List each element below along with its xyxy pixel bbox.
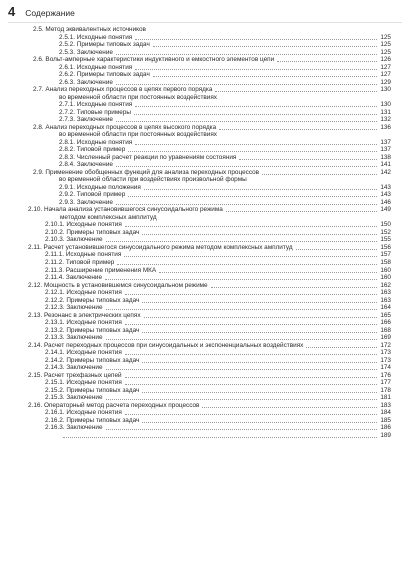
- toc-entry-title: 2.15.3. Заключение: [45, 394, 103, 402]
- toc-entry-title: 2.5.1. Исходные понятия: [59, 33, 133, 41]
- toc-entry: [0, 101, 410, 109]
- toc-entry-title: 2.5.2. Примеры типовых задач: [59, 41, 150, 49]
- toc-page-number: 150: [380, 221, 391, 229]
- toc-entry: [0, 161, 410, 169]
- toc-leader-dots: [296, 249, 377, 250]
- toc-page-number: 172: [380, 341, 391, 349]
- toc-leader-dots: [63, 437, 377, 438]
- toc-entry-title: 2.14.3. Заключение: [45, 364, 103, 372]
- toc-page-number: 158: [380, 258, 391, 266]
- toc-page-number: 169: [380, 334, 391, 342]
- toc-page-number: 185: [380, 416, 391, 424]
- toc-entry: [0, 146, 410, 154]
- toc-entry: [0, 154, 410, 162]
- toc-entry: [0, 289, 410, 297]
- toc-entry-title: 2.5. Метод эквивалентных источников: [33, 26, 146, 33]
- toc-entry: [0, 394, 410, 402]
- toc-page-number: 137: [380, 146, 391, 154]
- toc-leader-dots: [153, 76, 377, 77]
- toc-entry: [0, 259, 410, 267]
- toc-leader-dots: [116, 204, 377, 205]
- toc-leader-dots: [239, 159, 377, 160]
- toc-page-number: 165: [380, 311, 391, 319]
- toc-leader-dots: [144, 189, 377, 190]
- toc-entry: [0, 267, 410, 275]
- table-of-contents: [0, 26, 410, 439]
- toc-page-number: 136: [380, 123, 391, 131]
- toc-entry-title: 2.10.1. Исходные понятия: [45, 221, 122, 229]
- toc-entry-title: 2.12.3. Заключение: [45, 304, 103, 312]
- toc-entry-title: 2.16.3. Заключение: [45, 424, 103, 432]
- toc-entry-title: 2.6.3. Заключение: [59, 78, 113, 86]
- toc-leader-dots: [125, 226, 377, 227]
- toc-entry-title: 2.13.1. Исходные понятия: [45, 319, 122, 327]
- toc-page-number: 164: [380, 304, 391, 312]
- toc-leader-dots: [106, 309, 377, 310]
- toc-entry-title: 2.14. Расчет переходных процессов при синусоидальных и экспоненциальных воздействиях: [28, 341, 304, 349]
- toc-leader-dots: [144, 317, 377, 318]
- toc-entry: [0, 116, 410, 124]
- toc-entry-title: 2.10.2. Примеры типовых задач: [45, 228, 140, 236]
- toc-page-number: 155: [380, 236, 391, 244]
- page-header: [8, 4, 75, 20]
- toc-page-number: 125: [380, 33, 391, 41]
- toc-page-number: 163: [380, 296, 391, 304]
- toc-leader-dots: [128, 151, 377, 152]
- toc-page-number: 181: [380, 394, 391, 402]
- toc-entry: [0, 402, 410, 410]
- toc-entry: [0, 236, 410, 244]
- toc-leader-dots: [211, 287, 377, 288]
- toc-leader-dots: [116, 166, 377, 167]
- toc-entry-title: 2.9.2. Типовой пример: [59, 191, 126, 199]
- toc-entry: [0, 206, 410, 214]
- toc-entry-title: 2.15.1. Исходные понятия: [45, 379, 122, 387]
- toc-entry: [0, 56, 410, 64]
- toc-entry-title: 2.11.2. Типовой пример: [45, 258, 115, 266]
- toc-page-number: 129: [380, 78, 391, 86]
- toc-entry: [0, 432, 410, 440]
- toc-page-number: 184: [380, 409, 391, 417]
- toc-page-number: 130: [380, 101, 391, 109]
- toc-leader-dots: [106, 399, 377, 400]
- toc-entry-title: 2.13. Резонанс в электрических цепях: [28, 311, 141, 319]
- toc-entry-title: 2.6. Вольт-амперные характеристики индуктивного и емкостного элементов цепи: [33, 56, 275, 64]
- toc-page-number: 157: [380, 251, 391, 259]
- toc-entry-title: 2.7.1. Исходные понятия: [59, 101, 133, 109]
- toc-entry: [0, 64, 410, 72]
- toc-page-number: 189: [380, 431, 391, 439]
- toc-entry: [0, 199, 410, 207]
- toc-leader-dots: [125, 384, 377, 385]
- toc-leader-dots: [105, 279, 377, 280]
- toc-entry: [0, 26, 410, 34]
- toc-page-number: 176: [380, 371, 391, 379]
- toc-leader-dots: [116, 84, 377, 85]
- toc-page-number: 160: [380, 274, 391, 282]
- toc-page-number: 126: [380, 56, 391, 64]
- toc-entry: [0, 334, 410, 342]
- toc-leader-dots: [106, 429, 377, 430]
- toc-page-number: 168: [380, 326, 391, 334]
- toc-page-number: 174: [380, 364, 391, 372]
- toc-entry-title: 2.8. Анализ переходных процессов в цепях высокого порядка: [33, 123, 217, 131]
- toc-entry: [0, 229, 410, 237]
- header-rule: [8, 22, 402, 23]
- toc-leader-dots: [142, 302, 377, 303]
- toc-entry-title: 2.10.3. Заключение: [45, 236, 103, 244]
- toc-entry-title: 2.11.1. Исходные понятия: [45, 251, 122, 259]
- toc-page-number: 177: [380, 379, 391, 387]
- toc-entry-title: 2.8.1. Исходные понятия: [59, 138, 133, 146]
- toc-page-number: 127: [380, 63, 391, 71]
- toc-leader-dots: [262, 174, 377, 175]
- toc-page-number: 186: [380, 424, 391, 432]
- toc-entry-title: 2.9.1. Исходные положения: [59, 183, 141, 191]
- toc-page-number: 127: [380, 71, 391, 79]
- toc-entry: [0, 176, 410, 184]
- toc-entry-title: 2.8.2. Типовой пример: [59, 146, 126, 154]
- toc-entry-title: 2.13.3. Заключение: [45, 334, 103, 342]
- toc-entry-title: во временной области при постоянных воздействиях: [59, 93, 217, 101]
- toc-entry: [0, 251, 410, 259]
- toc-entry-title: 2.7. Анализ переходных процессов в цепях первого порядка: [33, 86, 213, 94]
- toc-entry-title: 2.7.3. Заключение: [59, 116, 113, 124]
- toc-leader-dots: [134, 114, 377, 115]
- toc-leader-dots: [125, 377, 377, 378]
- toc-leader-dots: [135, 144, 377, 145]
- toc-leader-dots: [277, 61, 377, 62]
- toc-leader-dots: [226, 211, 377, 212]
- toc-leader-dots: [153, 46, 377, 47]
- toc-entry: [0, 71, 410, 79]
- toc-entry-title: 2.6.2. Примеры типовых задач: [59, 71, 150, 79]
- toc-entry-title: 2.16. Операторный метод расчета переходных процессов: [28, 401, 200, 409]
- toc-leader-dots: [142, 234, 377, 235]
- toc-page-number: 146: [380, 198, 391, 206]
- toc-page-number: 160: [380, 266, 391, 274]
- toc-page-number: 137: [380, 138, 391, 146]
- toc-entry: [0, 86, 410, 94]
- toc-leader-dots: [202, 407, 377, 408]
- toc-leader-dots: [128, 196, 377, 197]
- toc-entry-title: 2.15. Расчет трехфазных цепей: [28, 371, 122, 379]
- toc-page-number: 163: [380, 289, 391, 297]
- toc-page-number: 166: [380, 319, 391, 327]
- toc-leader-dots: [219, 129, 377, 130]
- toc-leader-dots: [142, 392, 377, 393]
- toc-entry-title: методом комплексных амплитуд: [60, 213, 157, 221]
- toc-leader-dots: [135, 69, 377, 70]
- toc-entry-title: 2.14.1. Исходные понятия: [45, 349, 122, 357]
- toc-entry-title: 2.12.2. Примеры типовых задач: [45, 296, 140, 304]
- toc-leader-dots: [125, 354, 377, 355]
- toc-page-number: 141: [380, 161, 391, 169]
- toc-entry-title: во временной области при воздействиях произвольной формы: [59, 176, 247, 184]
- toc-entry: [0, 349, 410, 357]
- toc-entry: [0, 109, 410, 117]
- toc-page-number: 131: [380, 108, 391, 116]
- toc-entry: [0, 372, 410, 380]
- toc-entry: [0, 312, 410, 320]
- toc-entry: [0, 244, 410, 252]
- toc-entry-title: 2.11.4. Заключение: [45, 274, 103, 282]
- toc-entry: [0, 304, 410, 312]
- toc-entry-title: 2.14.2. Примеры типовых задач: [45, 356, 140, 364]
- toc-leader-dots: [116, 54, 377, 55]
- toc-page-number: 156: [380, 243, 391, 251]
- toc-entry: [0, 49, 410, 57]
- toc-page-number: 149: [380, 206, 391, 214]
- toc-page-number: 142: [380, 168, 391, 176]
- toc-entry-title: 2.16.1. Исходные понятия: [45, 409, 122, 417]
- toc-entry: [0, 221, 410, 229]
- toc-page-number: 143: [380, 183, 391, 191]
- toc-entry: [0, 357, 410, 365]
- toc-entry: [0, 417, 410, 425]
- toc-entry-title: 2.12. Мощность в установившемся синусоидальном режиме: [28, 281, 208, 289]
- page-number: 4: [8, 4, 16, 19]
- toc-entry-title: 2.5.3. Заключение: [59, 48, 113, 56]
- toc-leader-dots: [159, 272, 377, 273]
- toc-entry-title: 2.8.3. Численный расчет реакции по уравнениям состояния: [59, 153, 237, 161]
- toc-page-number: 152: [380, 228, 391, 236]
- toc-entry: [0, 379, 410, 387]
- toc-entry: [0, 79, 410, 87]
- toc-leader-dots: [306, 347, 377, 348]
- toc-page-number: 125: [380, 41, 391, 49]
- toc-entry: [0, 282, 410, 290]
- toc-leader-dots: [106, 339, 377, 340]
- toc-leader-dots: [215, 91, 377, 92]
- toc-entry-title: 2.15.2. Примеры типовых задач: [45, 386, 140, 394]
- toc-leader-dots: [125, 294, 377, 295]
- toc-entry-title: 2.10. Начала анализа установившегося синусоидального режима: [28, 206, 223, 214]
- toc-entry: [0, 364, 410, 372]
- toc-entry: [0, 34, 410, 42]
- toc-entry-title: 2.11.3. Расширение применения МКА: [45, 266, 157, 274]
- toc-entry-title: 2.9. Применение обобщенных функций для анализа переходных процессов: [33, 168, 260, 176]
- toc-entry: [0, 297, 410, 305]
- toc-leader-dots: [106, 241, 377, 242]
- toc-entry-title: 2.12.1. Исходные понятия: [45, 289, 122, 297]
- toc-entry-title: 2.6.1. Исходные понятия: [59, 63, 133, 71]
- toc-page-number: 130: [380, 86, 391, 94]
- toc-leader-dots: [125, 414, 377, 415]
- toc-page-number: 138: [380, 153, 391, 161]
- toc-entry: [0, 191, 410, 199]
- toc-entry-title: во временной области при постоянных воздействиях: [59, 131, 217, 139]
- toc-page-number: 162: [380, 281, 391, 289]
- toc-entry: [0, 409, 410, 417]
- toc-entry: [0, 94, 410, 102]
- toc-entry: [0, 327, 410, 335]
- toc-page-number: 173: [380, 356, 391, 364]
- toc-leader-dots: [135, 106, 377, 107]
- toc-leader-dots: [116, 121, 377, 122]
- toc-leader-dots: [124, 256, 377, 257]
- toc-entry: [0, 387, 410, 395]
- toc-page-number: 173: [380, 349, 391, 357]
- toc-leader-dots: [142, 332, 377, 333]
- toc-entry: [0, 131, 410, 139]
- toc-page-number: 143: [380, 191, 391, 199]
- page-title: Содержание: [25, 8, 75, 18]
- toc-entry: [0, 274, 410, 282]
- toc-page-number: 178: [380, 386, 391, 394]
- toc-entry-title: 2.7.2. Типовые примеры: [59, 108, 131, 116]
- toc-entry-title: 2.8.4. Заключение: [59, 161, 113, 169]
- toc-leader-dots: [142, 362, 377, 363]
- toc-entry: [0, 342, 410, 350]
- toc-entry: [0, 424, 410, 432]
- toc-entry-title: 2.16.2. Примеры типовых задач: [45, 416, 140, 424]
- toc-entry: [0, 214, 410, 222]
- toc-leader-dots: [142, 422, 377, 423]
- toc-entry: [0, 41, 410, 49]
- toc-leader-dots: [125, 324, 377, 325]
- toc-page-number: 132: [380, 116, 391, 124]
- toc-entry-title: 2.11. Расчет установившегося синусоидального режима методом комплексных амплитуд: [28, 243, 293, 251]
- toc-entry: [0, 319, 410, 327]
- toc-page-number: 125: [380, 48, 391, 56]
- toc-leader-dots: [135, 39, 377, 40]
- toc-leader-dots: [117, 264, 377, 265]
- toc-page-number: 183: [380, 401, 391, 409]
- toc-entry-title: 2.13.2. Примеры типовых задач: [45, 326, 140, 334]
- toc-entry-title: 2.9.3. Заключение: [59, 198, 113, 206]
- toc-leader-dots: [106, 369, 377, 370]
